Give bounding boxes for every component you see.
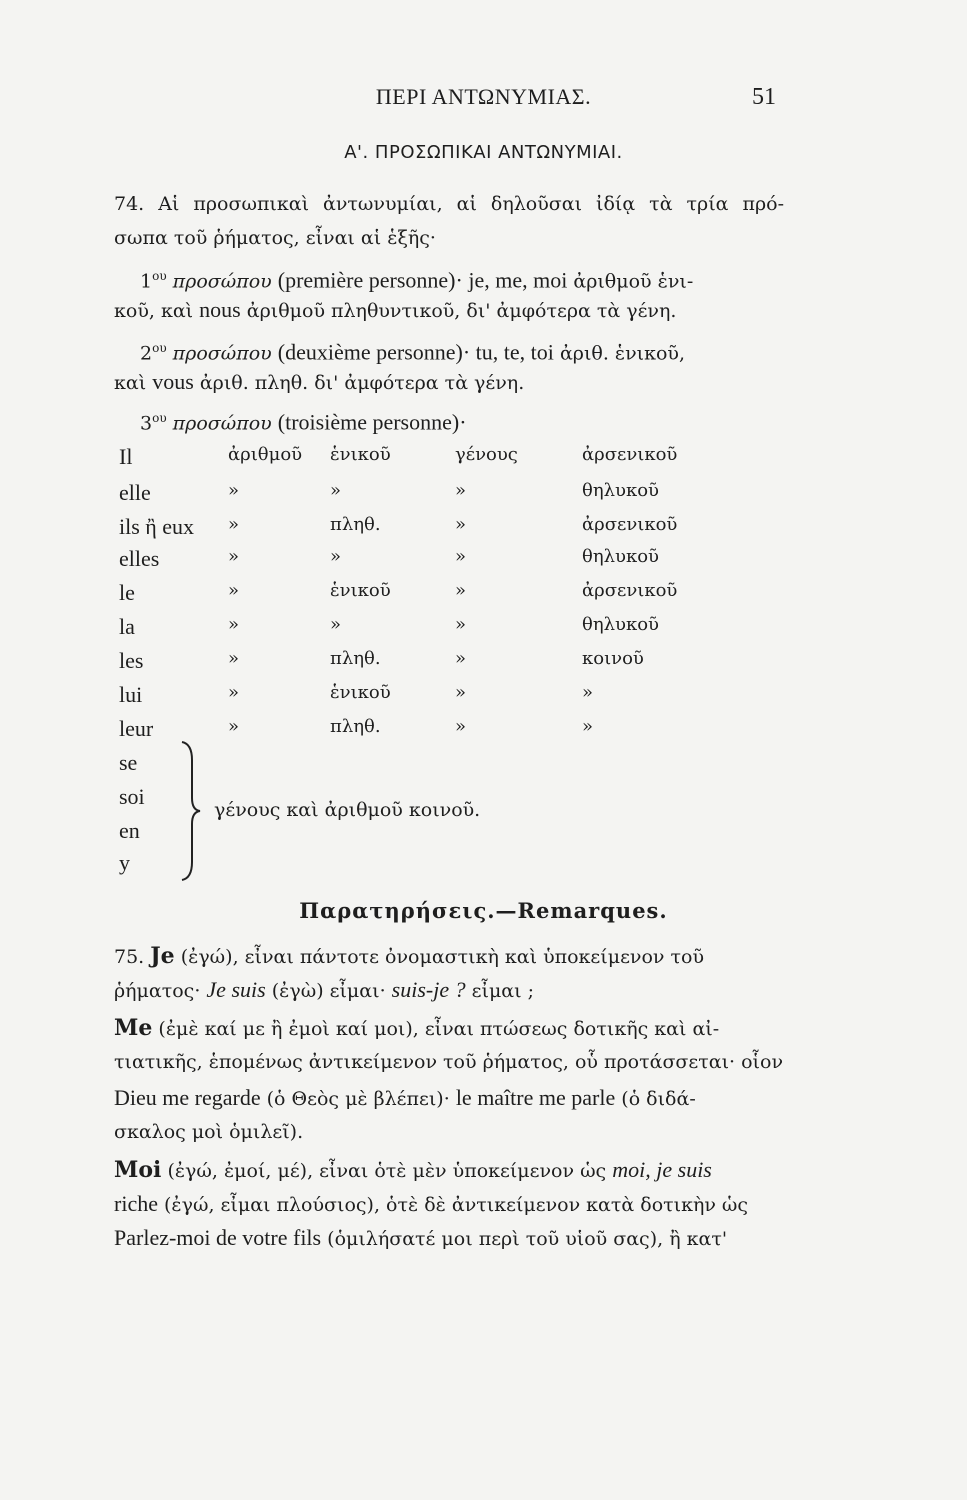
bracketed-pronoun: en (119, 818, 140, 843)
french-example: suis-je ? (391, 977, 466, 1002)
table-row (0, 716, 967, 748)
greek-text: κοῦ, καὶ (114, 300, 194, 322)
table-cell: πληθ. (330, 716, 381, 737)
pronoun-cell: ils ἢ eux (119, 514, 195, 539)
person-number: 3 (140, 412, 153, 435)
table-cell: » (455, 682, 467, 703)
table-cell: » (228, 580, 240, 601)
table-row (0, 648, 967, 680)
greek-tail: ἀριθμοῦ ἑνι- (573, 270, 694, 293)
table-cell: ἀριθμοῦ (228, 444, 303, 465)
pronoun-cell: la (119, 614, 135, 639)
par75-line8 (114, 1190, 784, 1219)
pronoun-cell: Il (119, 444, 133, 469)
table-cell: » (582, 716, 594, 737)
french-term: (première personne)· je, me, moi (277, 267, 568, 293)
greek-text: (ἐγὼ) εἶμαι· (271, 980, 386, 1002)
table-cell: » (455, 580, 467, 601)
page-number: 51 (752, 84, 776, 110)
par74-line4 (114, 296, 784, 325)
par75-line6: σκαλος μοὶ ὁμιλεῖ). (114, 1121, 304, 1143)
table-row (0, 444, 967, 476)
table-cell: » (228, 614, 240, 635)
keyword-moi: Moi (114, 1157, 162, 1183)
greek-term: προσώπου (172, 270, 272, 293)
par75-line2 (114, 976, 784, 1005)
pronoun-cell: lui (119, 682, 143, 707)
table-cell: » (455, 514, 467, 535)
table-cell: » (455, 480, 467, 501)
pronoun-cell: le (119, 580, 135, 605)
greek-text: (ὁ διδά- (621, 1088, 696, 1110)
par75-line3 (114, 1014, 784, 1043)
greek-text: ἀριθ. πληθ. δι' ἀμφότερα τὰ γένη. (199, 372, 525, 394)
table-cell: » (228, 514, 240, 535)
greek-term: προσώπου (172, 412, 272, 435)
person-number: 2 (140, 342, 153, 365)
table-cell: » (330, 614, 342, 635)
pronoun-cell: elles (119, 546, 160, 571)
running-header: ΠΕΡΙ ΑΝΤΩΝΥΜΙΑΣ. (375, 84, 592, 109)
table-cell: » (330, 480, 342, 501)
french-example: le maître me parle (455, 1085, 616, 1110)
curly-brace-icon (176, 740, 206, 882)
table-row (0, 580, 967, 612)
par74-second-person (140, 334, 784, 367)
greek-text: εἶμαι ; (471, 980, 535, 1002)
remarks-heading: Παρατηρήσεις.—Remarques. (299, 898, 668, 923)
table-cell: κοινοῦ (582, 648, 644, 669)
table-row (0, 614, 967, 646)
table-cell: ἑνικοῦ (330, 444, 391, 465)
par75-line4: τιατικῆς, ἑπομένως ἀντικείμενον τοῦ ῥήματος, οὗ προτάσσεται· οἷον (114, 1051, 783, 1073)
table-cell: πληθ. (330, 514, 381, 535)
table-cell: πληθ. (330, 648, 381, 669)
par75-line7 (114, 1156, 784, 1185)
french-example: riche (114, 1191, 158, 1216)
french-term: vous (152, 369, 194, 394)
greek-text: (ἐμὲ καί με ἢ ἐμοὶ καί μοι), εἶναι πτώσεως δοτικῆς καὶ αἰ- (158, 1018, 720, 1040)
table-cell: θηλυκοῦ (582, 614, 660, 635)
bracket-label: γένους καὶ ἀριθμοῦ κοινοῦ. (214, 799, 481, 821)
greek-text: ἀριθμοῦ πληθυντικοῦ, δι' ἀμφότερα τὰ γένη. (246, 300, 677, 322)
greek-tail: ἀριθ. ἑνικοῦ, (559, 342, 686, 365)
table-cell: » (455, 716, 467, 737)
table-cell: ἀρσενικοῦ (582, 514, 678, 535)
table-row (0, 546, 967, 578)
pronoun-cell: elle (119, 480, 151, 505)
greek-text: (ἐγώ, ἐμοί, μέ), εἶναι ὁτὲ μὲν ὑποκείμενον ὡς (167, 1160, 607, 1182)
table-cell: ἑνικοῦ (330, 682, 391, 703)
bracketed-pronoun: soi (119, 784, 145, 809)
greek-text: (ἐγώ), εἶναι πάντοτε ὀνομαστικὴ καὶ ὑποκείμενον τοῦ (180, 946, 704, 968)
par74-line6 (114, 368, 784, 397)
french-term: (troisième personne)· (277, 409, 467, 435)
table-cell: » (330, 546, 342, 567)
french-example: moi, je suis (612, 1157, 712, 1182)
pronoun-cell: leur (119, 716, 154, 741)
par75-line5 (114, 1084, 784, 1113)
par74-first-person (140, 262, 784, 295)
keyword-me: Me (114, 1015, 153, 1041)
table-cell: » (582, 682, 594, 703)
table-cell: γένους (455, 444, 518, 465)
table-row (0, 514, 967, 546)
table-row (0, 480, 967, 512)
table-row (0, 682, 967, 714)
table-cell: ἑνικοῦ (330, 580, 391, 601)
greek-text: (ὁμιλήσατέ μοι περὶ τοῦ υἱοῦ σας), ἢ κατ' (327, 1228, 728, 1250)
french-example: Dieu me regarde (114, 1085, 261, 1110)
pronoun-cell: les (119, 648, 144, 673)
french-example: Je suis (206, 977, 266, 1002)
table-cell: » (228, 682, 240, 703)
french-example: Parlez-moi de votre fils (114, 1225, 322, 1250)
bracketed-pronoun: se (119, 750, 138, 775)
table-cell: » (228, 546, 240, 567)
greek-text: καὶ (114, 372, 147, 394)
par74-line1: 74. Αἱ προσωπικαὶ ἀντωνυμίαι, αἱ δηλοῦσαι ἰδίᾳ τὰ τρία πρό- (114, 193, 784, 215)
table-cell: » (228, 716, 240, 737)
par74-line2: σωπα τοῦ ῥήματος, εἶναι αἱ ἑξῆς· (114, 227, 436, 249)
table-cell: » (455, 546, 467, 567)
person-suffix: ου (152, 341, 167, 355)
person-suffix: ου (152, 269, 167, 283)
keyword-je: Je (150, 943, 175, 969)
bracketed-pronoun: y (119, 850, 130, 875)
table-cell: ἀρσενικοῦ (582, 444, 678, 465)
greek-term: προσώπου (172, 342, 272, 365)
table-cell: » (228, 648, 240, 669)
table-cell: » (455, 648, 467, 669)
greek-text: ῥήματος· (114, 980, 201, 1002)
paragraph-number: 75. (114, 946, 145, 968)
section-title: Α'. ΠΡΟΣΩΠΙΚΑΙ ΑΝΤΩΝΥΜΙΑΙ. (344, 142, 623, 163)
greek-text: (ὁ Θεὸς μὲ βλέπει)· (266, 1088, 450, 1110)
french-term: nous (199, 297, 241, 322)
table-cell: θηλυκοῦ (582, 546, 660, 567)
table-cell: ἀρσενικοῦ (582, 580, 678, 601)
table-cell: θηλυκοῦ (582, 480, 660, 501)
greek-text: (ἐγώ, εἶμαι πλούσιος), ὁτὲ δὲ ἀντικείμενον κατὰ δοτικὴν ὡς (164, 1194, 749, 1216)
par75-line1 (114, 942, 784, 971)
par75-line9 (114, 1224, 784, 1253)
french-term: (deuxième personne)· tu, te, toi (277, 339, 554, 365)
person-number: 1 (140, 270, 153, 293)
table-cell: » (455, 614, 467, 635)
table-cell: » (228, 480, 240, 501)
person-suffix: ου (152, 411, 167, 425)
par74-third-person (140, 404, 784, 437)
